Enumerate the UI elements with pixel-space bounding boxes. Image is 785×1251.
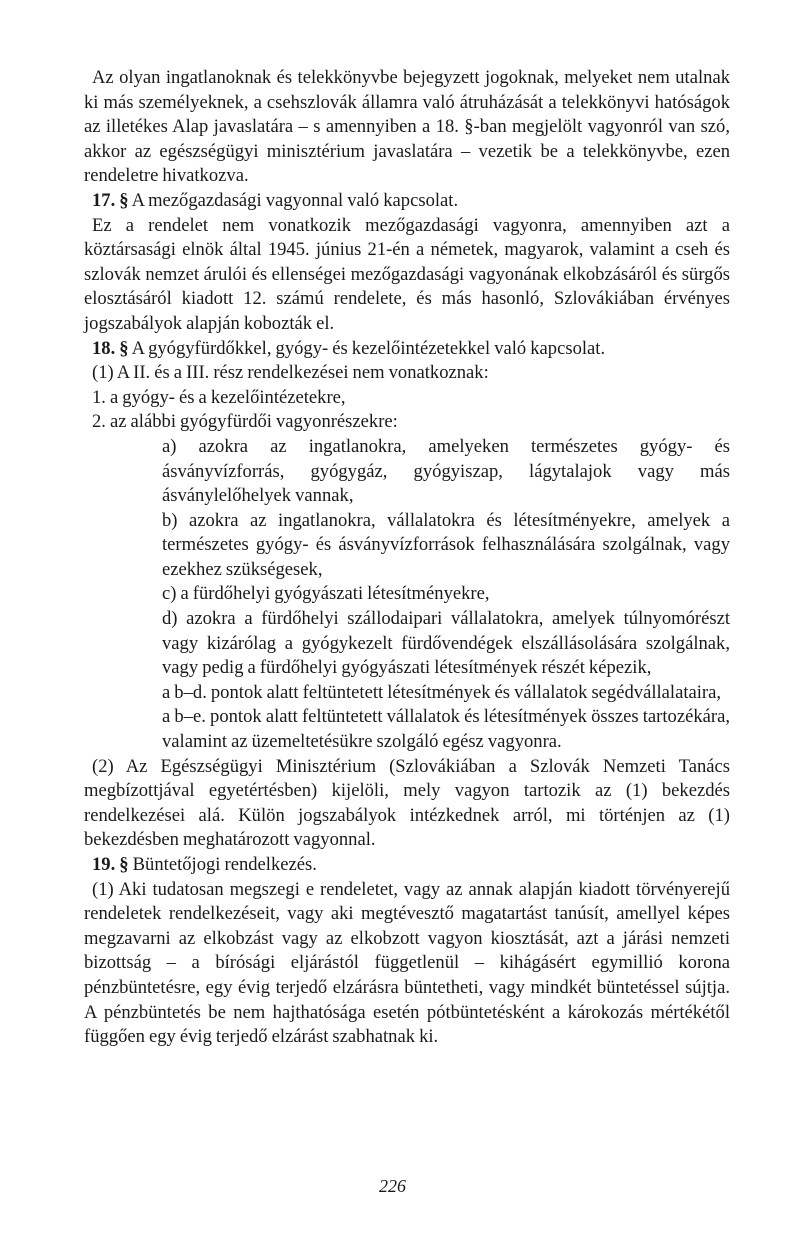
body-text (84, 66, 730, 1050)
section-18-point-a: a) azokra az ingatlanokra, amelyeken természetes gyógy- és ásványvízforrás, gyógygáz, gyógyiszap, lágytalajok vagy más ásványlelőhelyek vannak, (162, 435, 730, 507)
section-18-heading (84, 337, 730, 362)
section-18-paragraph-1: (1) A II. és a III. rész rendelkezései nem vonatkoznak: (92, 362, 489, 384)
section-17-heading (84, 189, 730, 214)
section-17-title: A mezőgazdasági vagyonnal való kapcsolat. (131, 189, 459, 211)
section-17-number: 17. § (92, 189, 129, 211)
section-18-paragraph-2: (2) Az Egészségügyi Minisztérium (Szlovákiában a Szlovák Nemzeti Tanács megbízottjával egyetértésben) kijelöli, mely vagyon tartozik az (1) bekezdés rendelkezései alá. Külön jogszabályok intézkednek arról, mi történjen az (1) bekezdésben meghatározott vagyonnal. (84, 755, 730, 851)
page-number: 226 (379, 1176, 406, 1196)
section-18-number: 18. § (92, 337, 129, 359)
section-18-point-f: a b–e. pontok alatt feltüntetett vállalatok és létesítmények összes tartozékára, valamint az üzemeltetésükre szolgáló egész vagyonra. (162, 706, 730, 753)
paragraph-intro: Az olyan ingatlanoknak és telekkönyvbe bejegyzett jogoknak, melyeket nem utalnak ki más személyeknek, a csehszlovák államra való átruházását a telekkönyvi hatóságok az illetékes Alap javaslatára – s amennyiben a 18. §-ban megjelölt vagyonról van szó, akkor az egészségügyi minisztérium javaslatára – vezetik be a telekkönyvbe, ezen rendeletre hivatkozva. (84, 67, 730, 187)
section-18-title: A gyógyfürdőkkel, gyógy- és kezelőintézetekkel való kapcsolat. (131, 337, 606, 359)
section-17-text: Ez a rendelet nem vonatkozik mezőgazdasági vagyonra, amennyiben azt a köztársasági elnök által 1945. június 21-én a németek, magyarok, valamint a cseh és szlovák nemzet árulói és ellenségei mezőgazdasági vagyonának elkobzásáról és sürgős elosztásáról kiadott 12. számú rendelete, és más hasonló, Szlovákiában érvényes jogszabályok alapján kobozták el. (84, 214, 730, 334)
section-18-point-b: b) azokra az ingatlanokra, vállalatokra és létesítményekre, amelyek a természetes gyógy- és ásványvízforrások felhasználására szolgálnak, vagy ezekhez szükségesek, (162, 509, 730, 580)
section-18-point-e: a b–d. pontok alatt feltüntetett létesítmények és vállalatok segédvállalataira, (162, 681, 722, 703)
section-19-paragraph-1: (1) Aki tudatosan megszegi e rendeletet, vagy az annak alapján kiadott törvényerejű rendeletek rendelkezéseit, vagy aki megtévesztő magatartást tanúsít, amellyel képes megzavarni az elkobzást vagy az elkobzott vagyon kiosztását, azt a járási nemzeti bizottság – a bírósági eljárástól függetlenül – kihágásért egymillió korona pénzbüntetésre, egy évig terjedő elzárásra büntetheti, vagy mindkét büntetéssel sújtja. A pénzbüntetés be nem hajthatósága esetén pótbüntetésként a károkozás mértékétől függően egy évig terjedő elzárást szabhatnak ki. (84, 878, 730, 1048)
section-18-point-c: c) a fürdőhelyi gyógyászati létesítményekre, (162, 583, 490, 605)
section-18-item-1: 1. a gyógy- és a kezelőintézetekre, (92, 386, 346, 408)
section-19-heading (84, 853, 730, 878)
section-19-number: 19. § (92, 854, 129, 875)
section-18-item-2: 2. az alábbi gyógyfürdői vagyonrészekre: (92, 411, 398, 433)
section-18-point-d: d) azokra a fürdőhelyi szállodaipari vállalatokra, amelyek túlnyomórészt vagy kizárólag a gyógykezelt fürdővendégek elszállásolására szolgálnak, vagy pedig a fürdőhelyi gyógyászati létesítmények részét képezik, (162, 608, 730, 679)
section-19-title: Büntetőjogi rendelkezés. (132, 854, 317, 875)
